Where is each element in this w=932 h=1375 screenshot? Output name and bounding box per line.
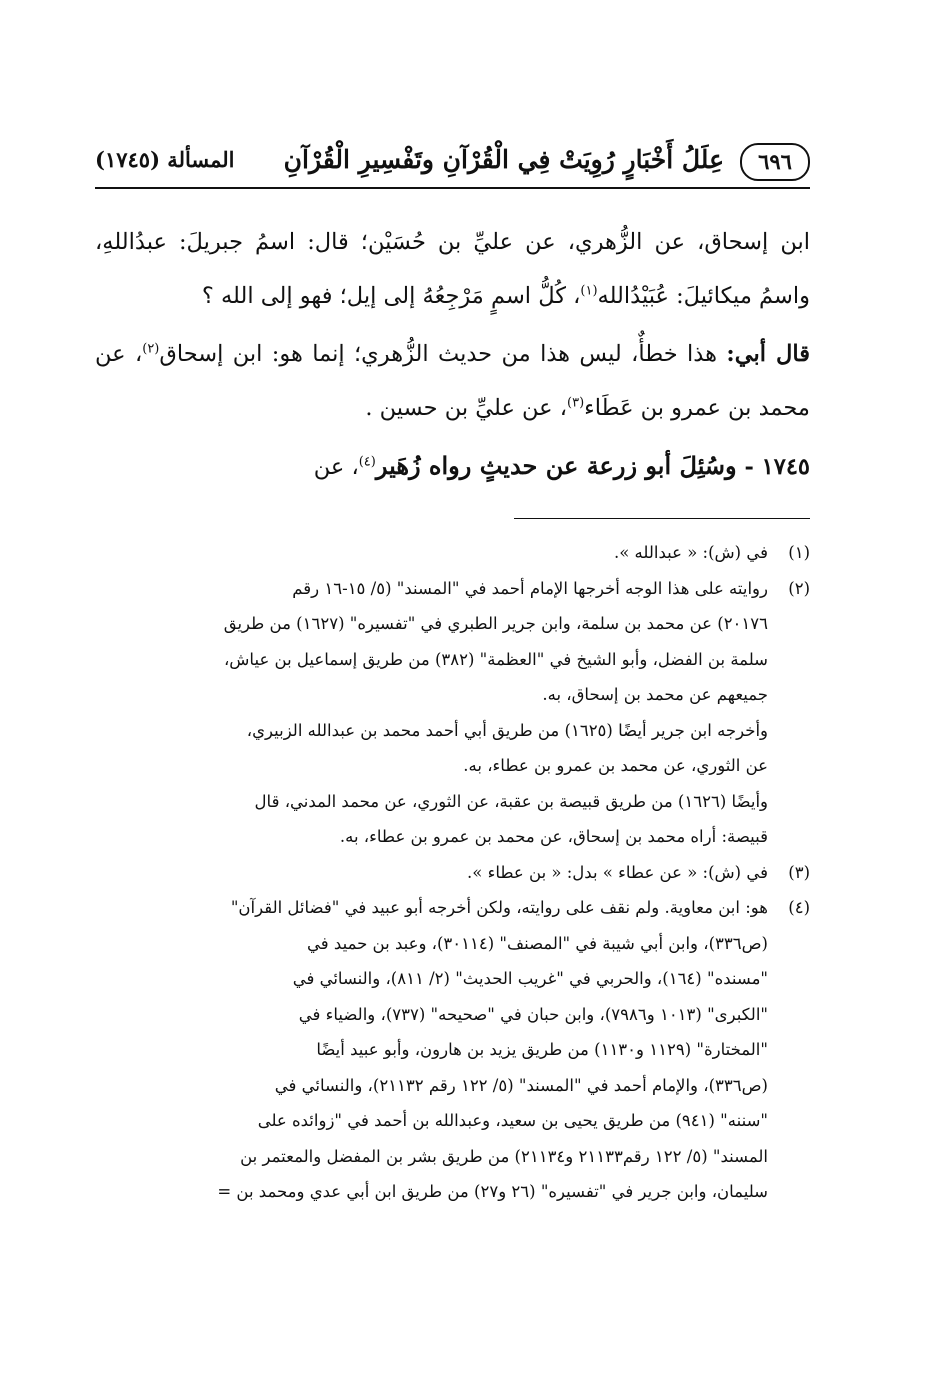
footnote-2	[95, 571, 810, 855]
question-text: وسُئِلَ أبو زرعة عن حديثٍ رواه زُهَير	[375, 451, 737, 480]
footnote-1	[95, 535, 810, 571]
footnote-line: المسند" (٥/ ١٢٢ رقم٢١١٣٣ و٢١١٣٤) من طريق بشر بن المفضل والمعتمر بن	[240, 1146, 768, 1166]
footnote-line: روايته على هذا الوجه أخرجها الإمام أحمد في "المسند" (٥/ ١٥-١٦ رقم	[292, 578, 768, 598]
page-number-badge: ٦٩٦	[740, 143, 810, 181]
footnote-line: وأخرجه ابن جرير أيضًا (١٦٢٥) من طريق أبي أحمد محمد بن عبدالله الزبيري،	[246, 720, 768, 740]
footnotes	[95, 535, 810, 1210]
page-header	[95, 135, 810, 191]
paragraph-2-text: هذا خطأٌ، ليس هذا من حديث الزُّهري؛ إنما هو: ابن إسحاق	[159, 341, 727, 367]
footnote-ref-1: (١)	[580, 283, 598, 299]
footnote-line: (ص٣٣٦)، والإمام أحمد في "المسند" (٥/ ١٢٢ رقم ٢١١٣٢)، والنسائي في	[274, 1075, 768, 1095]
question-number: ١٧٤٥ -	[736, 454, 810, 480]
footnote-ref-4: (٤)	[358, 454, 376, 470]
header-rule	[95, 187, 810, 189]
paragraph-1-end: ، كُلُّ اسمٍ مَرْجِعُهُ إلى إيل؛ فهو إلى الله ؟	[201, 283, 581, 309]
paragraph-2-end: ، عن عليِّ بن حسين .	[365, 395, 568, 421]
footnote-line: قبيصة: أراه محمد بن إسحاق، عن محمد بن عمرو بن عطاء، به.	[339, 827, 768, 846]
paragraph-2-lead: قال أبي:	[726, 341, 811, 367]
paragraph-1	[95, 215, 810, 323]
footnote-line: سلمة بن الفضل، وأبو الشيخ في "العظمة" (٣٨٢) من طريق إسماعيل بن عياش،	[223, 649, 768, 669]
paragraph-2	[95, 327, 810, 435]
footnote-3	[95, 855, 810, 891]
paragraph-2-mid: ، عن محمد بن عمرو بن عَطَاء	[95, 341, 810, 421]
footnote-number: (٣)	[788, 862, 810, 882]
footnote-ref-3: (٣)	[567, 395, 585, 411]
footnote-4	[95, 890, 810, 1210]
footnote-rule	[514, 518, 810, 519]
footnote-line: "سننه" (٩٤١) من طريق يحيى بن سعيد، وعبدالله بن أحمد في "زوائده على	[257, 1111, 768, 1130]
footnote-line: في (ش): « عن عطاء » بدل: « بن عطاء ».	[467, 862, 768, 882]
running-book-title: عِلَلُ أَخْبَارٍ رُوِيَتْ فِي الْقُرْآنِ وتَفْسِيرِ الْقُرْآنِ	[283, 145, 724, 174]
footnote-line: "مسنده" (١٦٤)، والحربي في "غريب الحديث" (٢/ ٨١١)، والنسائي في	[292, 969, 768, 988]
footnote-number: (١)	[788, 543, 810, 562]
running-issue-label: المسألة (١٧٤٥)	[95, 147, 235, 172]
footnote-line: ٢٠١٧٦) عن محمد بن سلمة، وابن جرير الطبري في "تفسيره" (١٦٢٧) من طريق	[223, 614, 768, 633]
paragraph-1-text: ابن إسحاق، عن الزُّهري، عن عليِّ بن حُسَيْن؛ قال: اسمُ جبريلَ: عبدُاللهِ، واسمُ ميكائيلَ: عُبَيْدُالله	[95, 229, 810, 309]
question-paragraph	[95, 439, 810, 494]
footnote-ref-2: (٢)	[142, 341, 160, 357]
footnote-line: هو: ابن معاوية. ولم نقف على روايته، ولكن أخرجه أبو عبيد في "فضائل القرآن"	[230, 898, 768, 917]
question-end: ، عن	[313, 454, 359, 480]
main-text	[95, 215, 810, 494]
footnote-line: سليمان، وابن جرير في "تفسيره" (٢٦ و٢٧) من طريق ابن أبي عدي ومحمد بن =	[217, 1182, 768, 1201]
footnote-line: "الكبرى" (١٠١٣ و٧٩٨٦)، وابن حبان في "صحيحه" (٧٣٧)، والضياء في	[298, 1004, 768, 1024]
footnote-line: وأيضًا (١٦٢٦) من طريق قبيصة بن عقبة، عن الثوري، عن محمد المدني، قال	[254, 791, 768, 811]
footnote-line: جميعهم عن محمد بن إسحاق، به.	[542, 685, 768, 704]
footnote-line: عن الثوري، عن محمد بن عمرو بن عطاء، به.	[463, 756, 768, 775]
book-page	[95, 135, 810, 1210]
footnote-line: في (ش): « عبدالله ».	[613, 543, 768, 562]
footnote-number: (٤)	[788, 898, 810, 917]
footnote-number: (٢)	[788, 578, 810, 598]
footnote-line: (ص٣٣٦)، وابن أبي شيبة في "المصنف" (٣٠١١٤)، وعبد بن حميد في	[307, 933, 768, 953]
footnote-line: "المختارة" (١١٢٩ و١١٣٠) من طريق يزيد بن هارون، وأبو عبيد أيضًا	[316, 1040, 768, 1059]
